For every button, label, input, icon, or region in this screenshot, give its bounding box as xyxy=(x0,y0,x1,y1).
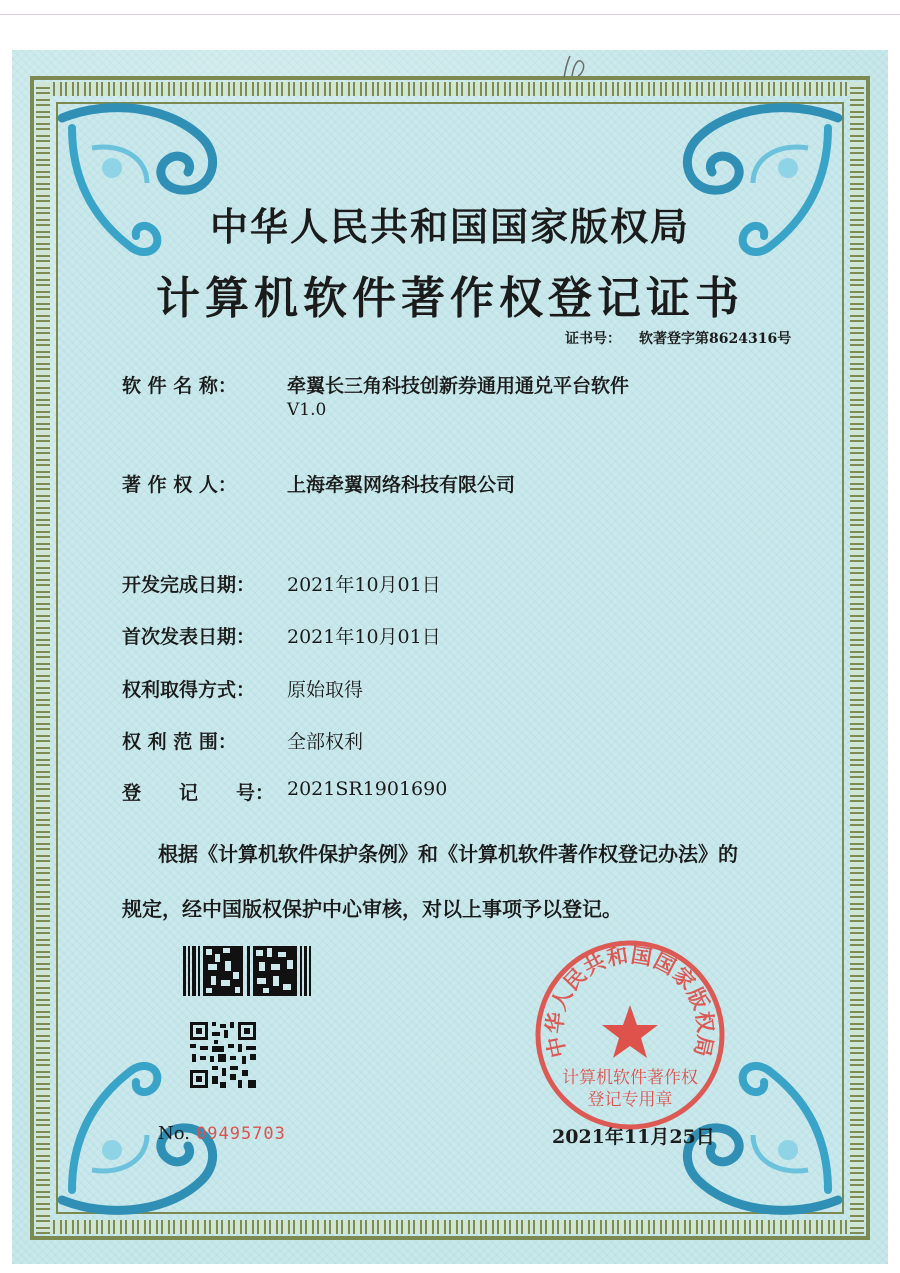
field-registration-number xyxy=(122,778,448,805)
copyright-owner-label: 著 作 权 人： xyxy=(122,474,237,496)
key-border-bottom xyxy=(36,1220,864,1234)
key-border-top xyxy=(36,82,864,96)
certificate-number xyxy=(565,328,791,348)
key-border-right xyxy=(850,82,864,1234)
serial-number xyxy=(158,1123,286,1144)
field-rights-scope xyxy=(122,727,364,754)
seal-line-2: 登记专用章 xyxy=(587,1090,673,1110)
certificate-number-label: 证书号： xyxy=(565,331,621,347)
field-completion-date xyxy=(122,570,441,597)
registration-number-label: 登 记 号： xyxy=(122,782,275,804)
first-publish-date-value: 2021年10月01日 xyxy=(287,626,441,648)
seal-line-1: 计算机软件著作权 xyxy=(562,1068,698,1088)
software-name-value: 牵翼长三角科技创新券通用通兑平台软件 xyxy=(287,375,630,397)
issue-date: 2021年11月25日 xyxy=(552,1126,715,1148)
copyright-owner-value: 上海牵翼网络科技有限公司 xyxy=(287,474,516,496)
software-name-label: 软 件 名 称： xyxy=(122,375,237,397)
statement-line-1: 根据《计算机软件保护条例》和《计算机软件著作权登记办法》的 xyxy=(158,842,738,866)
completion-date-label: 开发完成日期： xyxy=(122,574,256,596)
field-first-publish-date xyxy=(122,622,441,649)
handwritten-mark xyxy=(560,52,594,82)
field-acquisition-method xyxy=(122,675,364,702)
rights-scope-value: 全部权利 xyxy=(287,731,364,753)
certificate-number-value: 软著登字第8624316号 xyxy=(639,331,792,347)
serial-prefix: No. xyxy=(158,1123,190,1144)
certificate-title: 计算机软件著作权登记证书 xyxy=(156,273,744,324)
field-copyright-owner xyxy=(122,470,516,497)
issuing-authority: 中华人民共和国国家版权局 xyxy=(209,204,690,249)
first-publish-date-label: 首次发表日期： xyxy=(122,626,256,648)
acquisition-method-value: 原始取得 xyxy=(287,679,364,701)
acquisition-method-label: 权利取得方式： xyxy=(122,679,256,701)
statement-line-2: 规定，经中国版权保护中心审核，对以上事项予以登记。 xyxy=(122,897,622,921)
software-version: V1.0 xyxy=(287,400,327,420)
serial-value: 09495703 xyxy=(196,1124,286,1144)
seal-ring-text: 中华人民共和国国家版权局 xyxy=(541,942,719,1061)
field-software-name xyxy=(122,371,630,398)
qr-code xyxy=(190,1022,256,1088)
barcode xyxy=(183,946,313,996)
completion-date-value: 2021年10月01日 xyxy=(287,574,441,596)
rights-scope-label: 权 利 范 围： xyxy=(122,731,237,753)
page-top-rule xyxy=(0,14,900,15)
registration-number-value: 2021SR1901690 xyxy=(287,778,448,800)
official-seal xyxy=(530,935,730,1135)
seal-star-icon xyxy=(602,1005,658,1058)
key-border-left xyxy=(36,82,50,1234)
